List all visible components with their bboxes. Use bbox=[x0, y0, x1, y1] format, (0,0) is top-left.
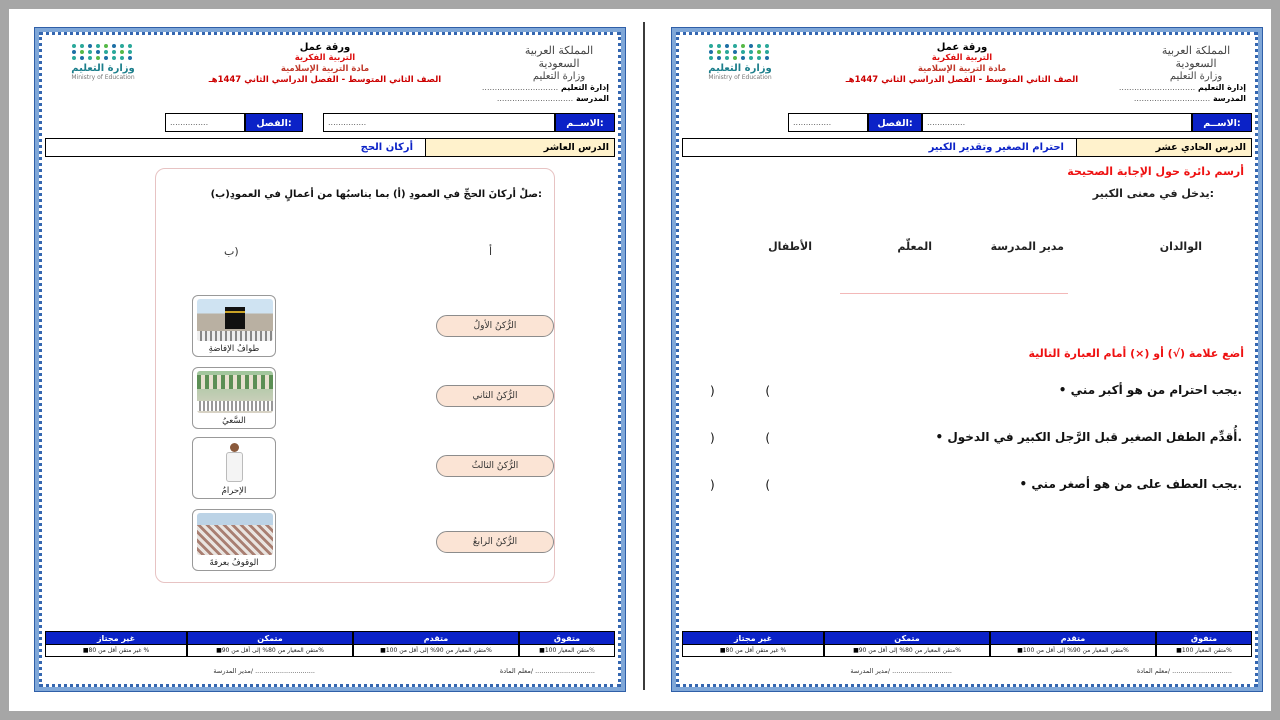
column-b-header: ب) bbox=[224, 245, 239, 258]
worksheet-title: ورقة عمل التربية الفكرية مادة التربية الإسلامية الصف الثاني المتوسط - الفصل الدراسي الثاني 1447هـ bbox=[208, 42, 442, 85]
instruction-circle: أرسم دائرة حول الإجابة الصحيحة bbox=[1067, 165, 1244, 178]
signature-row bbox=[682, 667, 1252, 679]
act-card-tawaf bbox=[192, 295, 276, 357]
class-label: الفصل: bbox=[245, 113, 303, 132]
answer-box-1[interactable]: ) ( bbox=[710, 384, 770, 398]
statement-1: • يجب احترام من هو أكبر مني. bbox=[1058, 383, 1242, 397]
class-field[interactable]: ............... bbox=[165, 113, 245, 132]
class-field[interactable]: ............... bbox=[788, 113, 868, 132]
lesson-number: الدرس العاشر bbox=[425, 138, 615, 157]
pillar-3: الرُّكنُ الثالثُ bbox=[436, 455, 554, 477]
option-children[interactable]: الأطفال bbox=[768, 240, 812, 253]
grade-level-advanced: متقدم ■ متقن المعيار من 90% إلى أقل من 100% bbox=[353, 631, 519, 665]
column-a-header: أ bbox=[488, 245, 492, 258]
admin-info: .............................. إدارة التعليم .............................. المدرسة bbox=[1118, 83, 1246, 103]
grade-level-excellent: متفوق ■ متقن المعيار 100% bbox=[519, 631, 615, 665]
answer-box-2[interactable]: ) ( bbox=[710, 431, 770, 445]
class-label: الفصل: bbox=[868, 113, 922, 132]
page-divider bbox=[643, 22, 645, 690]
kaaba-image bbox=[197, 299, 273, 341]
act-card-arafah bbox=[192, 509, 276, 571]
arafah-image bbox=[197, 513, 273, 555]
pillar-1: الرُّكنُ الأولُ bbox=[436, 315, 554, 337]
name-field[interactable]: ............... bbox=[922, 113, 1192, 132]
grade-level-proficient: متمكن ■ متقن المعيار من 80% إلى أقل من 90% bbox=[824, 631, 990, 665]
worksheet-right bbox=[671, 27, 1263, 692]
act-card-sai bbox=[192, 367, 276, 429]
grade-level-fail: غير مجتاز ■ غير متقن أقل من 80 % bbox=[682, 631, 824, 665]
principal-signature: مدير المدرسة/ ............................. bbox=[850, 667, 952, 675]
kingdom-emblem-text: المملكة العربية السعودية وزارة التعليم bbox=[1161, 44, 1231, 82]
statement-3: • يجب العطف على من هو أصغر مني. bbox=[1019, 477, 1242, 491]
lesson-row bbox=[682, 138, 1252, 158]
masaa-image bbox=[197, 371, 273, 413]
teacher-signature: معلم المادة/ ............................. bbox=[499, 667, 595, 675]
principal-signature: مدير المدرسة/ ............................. bbox=[213, 667, 315, 675]
option-principal[interactable]: مدير المدرسة bbox=[990, 240, 1064, 253]
sheet-header bbox=[45, 38, 615, 110]
lesson-number: الدرس الحادي عشر bbox=[1076, 138, 1252, 157]
sheet-header bbox=[682, 38, 1252, 110]
lesson-row bbox=[45, 138, 615, 158]
worksheet-left bbox=[34, 27, 626, 692]
name-label: الاســم: bbox=[1192, 113, 1252, 132]
lesson-title: أركان الحج bbox=[45, 138, 425, 157]
option-parents[interactable]: الوالدان bbox=[1159, 240, 1202, 253]
divider-line bbox=[840, 293, 1068, 294]
act-label: الوقوفُ بعرفةَ bbox=[209, 558, 259, 568]
pillar-2: الرُّكنُ الثاني bbox=[436, 385, 554, 407]
grading-row bbox=[682, 631, 1252, 665]
act-label: طوافُ الإفاضةِ bbox=[208, 344, 260, 354]
option-teacher[interactable]: المعلّم bbox=[897, 240, 932, 253]
ihram-image bbox=[197, 441, 273, 483]
act-card-ihram bbox=[192, 437, 276, 499]
grading-row bbox=[45, 631, 615, 665]
moe-logo: وزارة التعليم Ministry of Education bbox=[57, 44, 149, 81]
name-field[interactable]: ............... bbox=[323, 113, 555, 132]
pillar-4: الرُّكنُ الرابعُ bbox=[436, 531, 554, 553]
name-row bbox=[45, 113, 615, 133]
name-row bbox=[682, 113, 1252, 133]
grade-level-fail: غير مجتاز ■ غير متقن أقل من 80 % bbox=[45, 631, 187, 665]
admin-info: .............................. إدارة التعليم .............................. المدرسة bbox=[481, 83, 609, 103]
act-label: الإحرامُ bbox=[221, 486, 247, 496]
answer-box-3[interactable]: ) ( bbox=[710, 478, 770, 492]
act-label: السَّعيُ bbox=[222, 416, 246, 426]
matching-instruction: صلْ أركانَ الحجِّ في العمودِ (أ) بما يناسبُها من أعمالٍ في العمودِ(ب): bbox=[210, 189, 542, 200]
grade-level-proficient: متمكن ■ متقن المعيار من 80% إلى أقل من 90% bbox=[187, 631, 353, 665]
signature-row bbox=[45, 667, 615, 679]
grade-level-advanced: متقدم ■ متقن المعيار من 90% إلى أقل من 100% bbox=[990, 631, 1156, 665]
lesson-title: احترام الصغير وتقدير الكبير bbox=[682, 138, 1076, 157]
question-text: يدخل في معنى الكبير: bbox=[1092, 187, 1214, 200]
matching-card bbox=[155, 168, 555, 583]
worksheet-title: ورقة عمل التربية الفكرية مادة التربية الإسلامية الصف الثاني المتوسط - الفصل الدراسي الثاني 1447هـ bbox=[845, 42, 1079, 85]
kingdom-emblem-text: المملكة العربية السعودية وزارة التعليم bbox=[524, 44, 594, 82]
moe-logo: وزارة التعليم Ministry of Education bbox=[694, 44, 786, 81]
statement-2: • أُقدِّم الطفل الصغير قبل الرَّجل الكبير في الدخول. bbox=[935, 430, 1242, 444]
name-label: الاســم: bbox=[555, 113, 615, 132]
grade-level-excellent: متفوق ■ متقن المعيار 100% bbox=[1156, 631, 1252, 665]
instruction-tick: أضع علامة (√) أو (×) أمام العبارة التالية bbox=[1028, 347, 1244, 360]
teacher-signature: معلم المادة/ ............................. bbox=[1136, 667, 1232, 675]
